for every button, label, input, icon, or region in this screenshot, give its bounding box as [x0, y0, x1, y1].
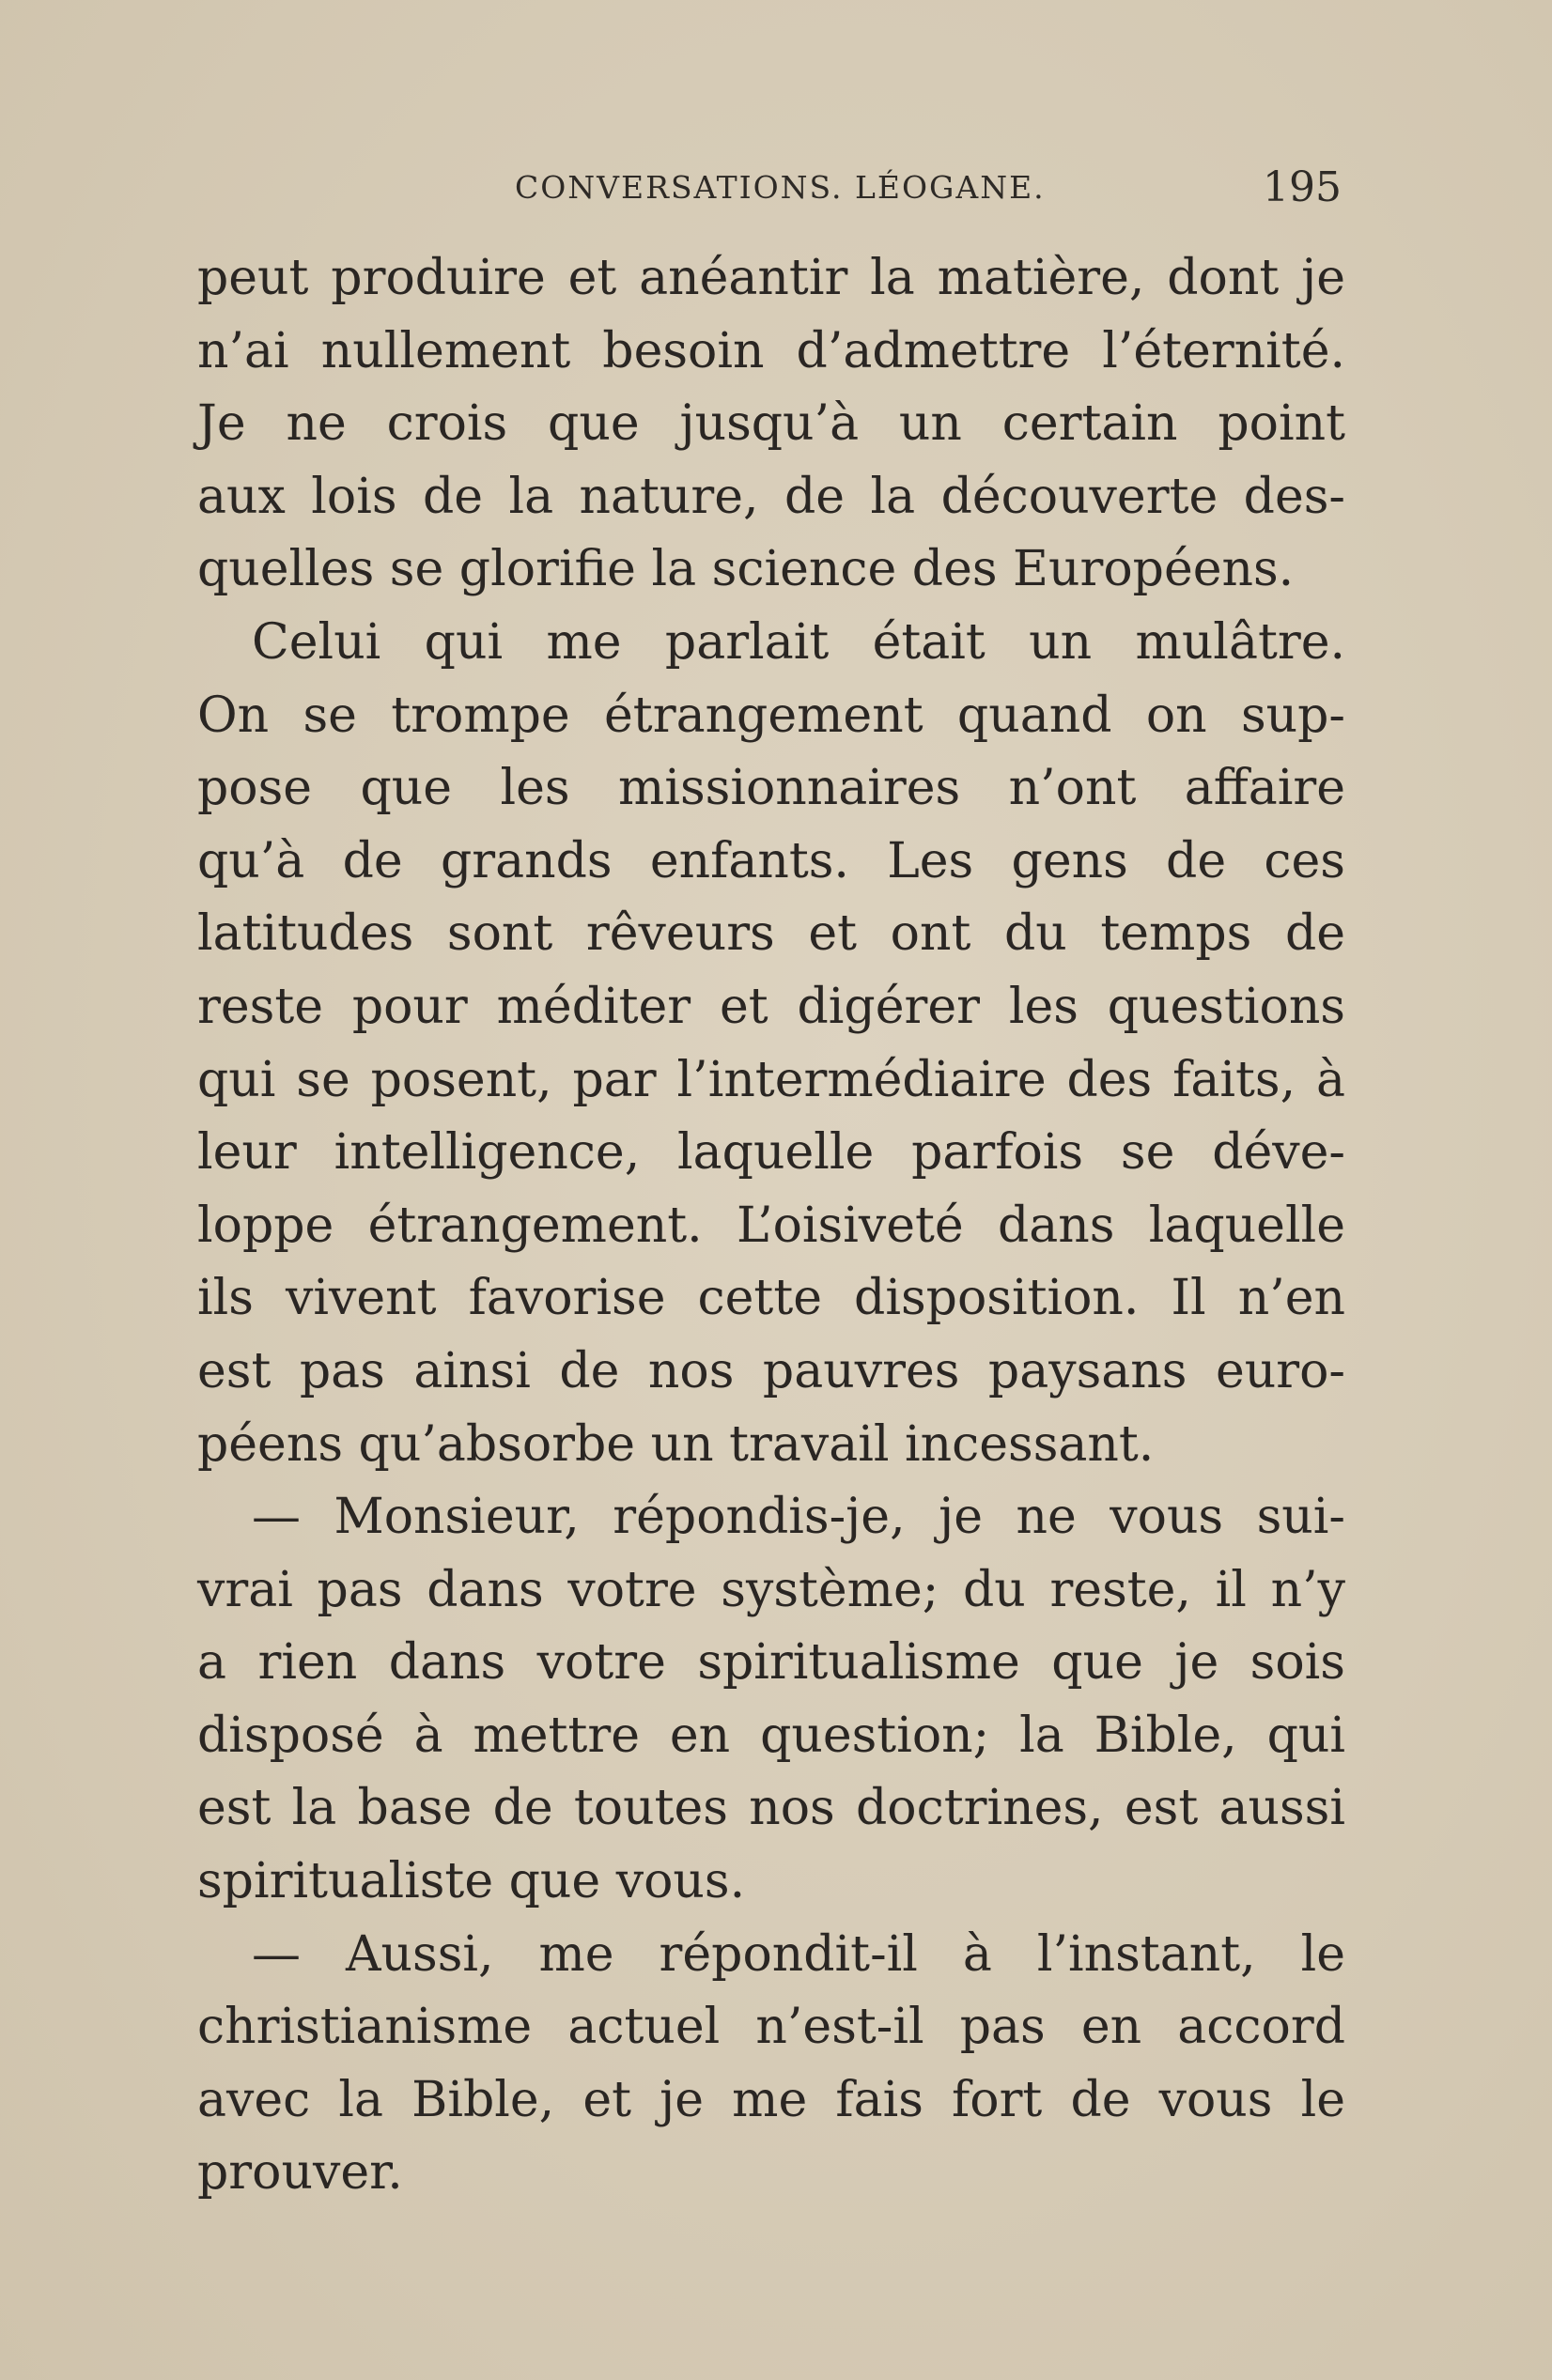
- text-line: pose que les missionnaires n’ont affaire: [197, 760, 1345, 817]
- running-head: CONVERSATIONS. LÉOGANE.: [515, 169, 1046, 206]
- page-header: [197, 163, 1342, 216]
- text-line: qu’à de grands enfants. Les gens de ces: [197, 832, 1345, 889]
- text-line: est pas ainsi de nos pauvres paysans euro-: [197, 1342, 1345, 1399]
- text-line: aux lois de la nature, de la découverte des-: [197, 468, 1345, 525]
- text-line: Celui qui me parlait était un mulâtre.: [252, 613, 1345, 671]
- text-line: disposé à mettre en question; la Bible, qui: [197, 1707, 1345, 1764]
- text-line: quelles se glorifie la science des Européens.: [197, 541, 1295, 598]
- body-text: [197, 242, 1345, 2210]
- text-line: qui se posent, par l’intermédiaire des faits, à: [197, 1051, 1345, 1108]
- text-line: est la base de toutes nos doctrines, est aussi: [197, 1780, 1345, 1837]
- text-line: On se trompe étrangement quand on sup-: [197, 687, 1345, 744]
- text-line: vrai pas dans votre système; du reste, il n’y: [197, 1561, 1345, 1618]
- page-number: 195: [1263, 163, 1342, 211]
- text-line: christianisme actuel n’est-il pas en accord: [197, 1999, 1345, 2056]
- text-line: latitudes sont rêveurs et ont du temps de: [197, 905, 1345, 963]
- text-line: avec la Bible, et je me fais fort de vous le: [197, 2071, 1345, 2128]
- text-line: leur intelligence, laquelle parfois se déve-: [197, 1124, 1345, 1182]
- text-line: a rien dans votre spiritualisme que je sois: [197, 1634, 1345, 1692]
- text-line: peut produire et anéantir la matière, dont je: [197, 250, 1345, 306]
- text-line: loppe étrangement. L’oisiveté dans laquelle: [197, 1197, 1345, 1254]
- text-line: — Monsieur, répondis-je, je ne vous sui-: [252, 1489, 1345, 1546]
- text-line: — Aussi, me répondit-il à l’instant, le: [252, 1925, 1345, 1983]
- text-line: prouver.: [197, 2144, 403, 2202]
- text-line: ils vivent favorise cette disposition. Il n’en: [197, 1270, 1345, 1327]
- text-line: spiritualiste que vous.: [197, 1853, 746, 1910]
- text-line: Je ne crois que jusqu’à un certain point: [197, 395, 1345, 453]
- text-line: reste pour méditer et digérer les questions: [197, 978, 1345, 1035]
- text-line: péens qu’absorbe un travail incessant.: [197, 1415, 1155, 1473]
- text-line: n’ai nullement besoin d’admettre l’éternité.: [197, 322, 1345, 379]
